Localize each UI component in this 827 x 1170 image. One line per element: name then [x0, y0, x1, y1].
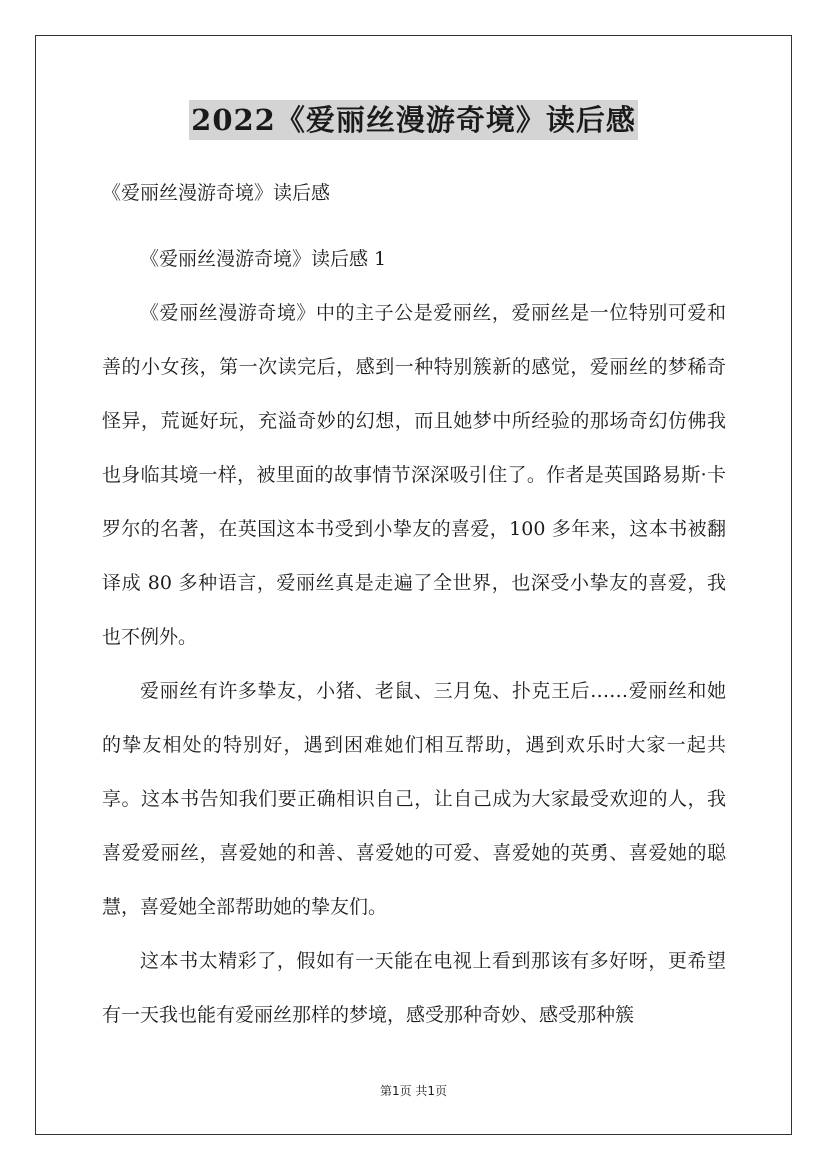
paragraph-2: 爱丽丝有许多挚友，小猪、老鼠、三月兔、扑克王后……爱丽丝和她的挚友相处的特别好，遇到困难她们相互帮助，遇到欢乐时大家一起共享。这本书告知我们要正确相识自己，让自己成为大家最受欢迎的人，我喜爱爱丽丝，喜爱她的和善、喜爱她的可爱、喜爱她的英勇、喜爱她的聪慧，喜爱她全部帮助她的挚友们。: [102, 680, 726, 918]
document-body: [102, 232, 726, 1042]
document-heading: 《爱丽丝漫游奇境》读后感: [102, 182, 331, 204]
paragraph-1: 《爱丽丝漫游奇境》中的主子公是爱丽丝，爱丽丝是一位特别可爱和善的小女孩，第一次读完后，感到一种特别簇新的感觉，爱丽丝的梦稀奇怪异，荒诞好玩，充溢奇妙的幻想，而且她梦中所经验的那场奇幻仿佛我也身临其境一样，被里面的故事情节深深吸引住了。作者是英国路易斯·卡罗尔的名著，在英国这本书受到小挚友的喜爱，100 多年来，这本书被翻译成 80 多种语言，爱丽丝真是走遍了全世界，也深受小挚友的喜爱，我也不例外。: [102, 302, 726, 648]
section-heading: 《爱丽丝漫游奇境》读后感 1: [140, 248, 387, 270]
paragraph-3: 这本书太精彩了，假如有一天能在电视上看到那该有多好呀，更希望有一天我也能有爱丽丝那样的梦境，感受那种奇妙、感受那种簇: [102, 950, 726, 1026]
page-footer: 第1页 共1页: [379, 1084, 448, 1098]
title-container: [0, 100, 827, 140]
document-title: 2022《爱丽丝漫游奇境》读后感: [189, 100, 638, 140]
